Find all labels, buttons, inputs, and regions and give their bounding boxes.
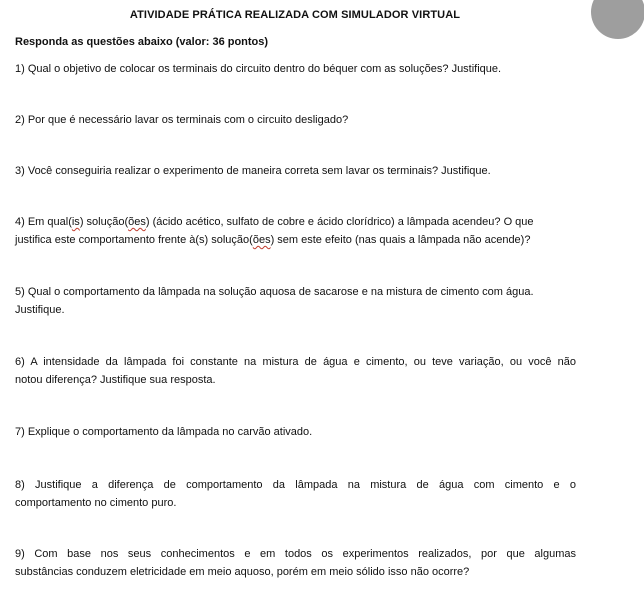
- question-6: [15, 353, 576, 389]
- question-9-line-1: 9) Com base nos seus conhecimentos e em todos os experimentos realizados, por que algumas: [15, 548, 576, 560]
- question-8-line-2: comportamento no cimento puro.: [15, 497, 177, 509]
- question-9: [15, 545, 576, 581]
- spellcheck-underline: ões: [252, 234, 271, 246]
- question-8-line-1: 8) Justifique a diferença de comportamento da lâmpada na mistura de água com cimento e o: [15, 479, 576, 491]
- question-5-line-1: 5) Qual o comportamento da lâmpada na solução aquosa de sacarose e na mistura de cimento com água.: [15, 286, 534, 298]
- corner-circle-decoration: [591, 0, 644, 39]
- question-4-line-1: 4) Em qual(is) solução(ões) (ácido acético, sulfato de cobre e ácido clorídrico) a lâmpada acendeu? O que: [15, 216, 534, 228]
- question-6-line-2: notou diferença? Justifique sua resposta.: [15, 374, 216, 386]
- question-5-line-2: Justifique.: [15, 304, 65, 316]
- question-1: 1) Qual o objetivo de colocar os terminais do circuito dentro do béquer com as soluções? Justifique.: [15, 63, 502, 75]
- spellcheck-underline: is: [71, 216, 80, 228]
- question-6-line-1: 6) A intensidade da lâmpada foi constante na mistura de água e cimento, ou teve variação, ou você não: [15, 356, 576, 368]
- instructions-heading: Responda as questões abaixo (valor: 36 pontos): [15, 36, 269, 48]
- question-5: [15, 283, 576, 319]
- question-7: 7) Explique o comportamento da lâmpada no carvão ativado.: [15, 426, 313, 438]
- spellcheck-underline: ões: [128, 216, 146, 228]
- question-8: [15, 476, 576, 512]
- question-9-line-2: substâncias conduzem eletricidade em meio aquoso, porém em meio sólido isso não ocorre?: [15, 566, 470, 578]
- question-3: 3) Você conseguiria realizar o experimento de maneira correta sem lavar os terminais? Justifique.: [15, 165, 491, 177]
- question-4-line-2: justifica este comportamento frente à(s) solução(ões) sem este efeito (nas quais a lâmpada não acende)?: [15, 234, 531, 246]
- question-2: 2) Por que é necessário lavar os terminais com o circuito desligado?: [15, 114, 349, 126]
- question-4: [15, 213, 576, 249]
- document-title: ATIVIDADE PRÁTICA REALIZADA COM SIMULADOR VIRTUAL: [129, 9, 461, 21]
